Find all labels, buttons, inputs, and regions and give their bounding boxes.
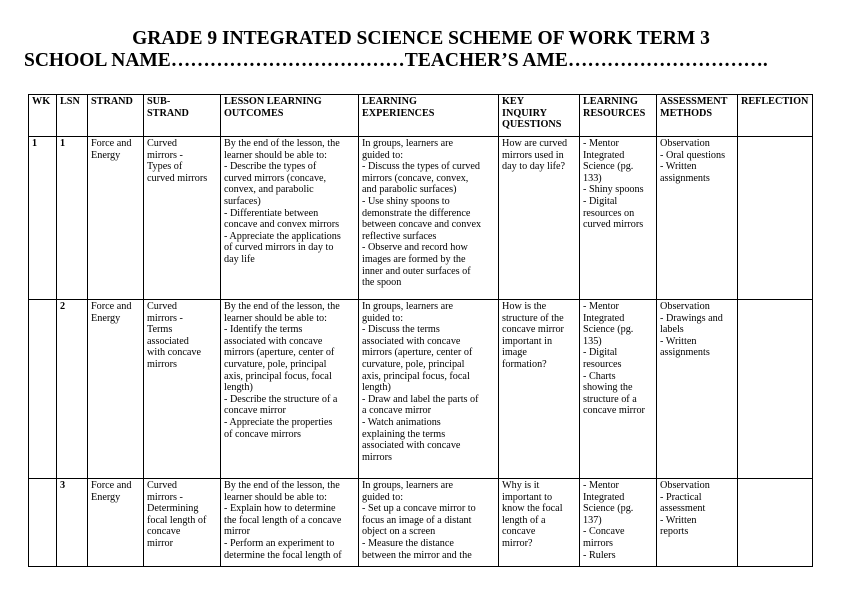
cell-text-line: Observation [660,301,710,312]
cell-text-line: demonstrate the difference [362,207,471,219]
cell-text-line: - Drawings and [660,312,723,324]
cell-outcomes [221,137,359,300]
cell-text-line: mirrors [583,537,613,549]
cell-text-line: How are curved [502,138,568,149]
cell-text-line: KEY [502,96,525,107]
cell-text-line: Force and [91,480,132,491]
cell-text-line: curvature, pole, principal [362,358,465,370]
cell-text-line: learner should be able to: [224,149,327,161]
cell-text-line: concave mirror [583,405,645,417]
cell-text-line: assignments [660,347,710,359]
cell-text-line: images are formed by the [362,253,466,265]
cell-text-line: associated with concave [362,335,461,347]
cell-text-line: surfaces) [224,195,261,207]
cell-text-line: length) [362,382,391,394]
cell-text-line: METHODS [660,107,713,119]
cell-text-line: with concave [147,347,202,359]
cell-text-line: mirror [224,526,251,538]
cell-text-line: determine the focal length of [224,549,342,561]
cell-text-line: concave [502,526,536,538]
cell-text-line: How is the [502,301,547,312]
cell-text-line: concave [147,526,181,538]
cell-outcomes [221,300,359,479]
cell-text-line: Science (pg. [583,324,634,336]
cell-text-line: image [502,347,527,359]
cell-text-line: In groups, learners are [362,138,454,149]
cell-text-line: concave mirror [502,324,564,336]
cell-experiences [359,300,499,479]
cell-text-line: 133) [583,172,602,184]
cell-text-line: focal length of [147,514,207,526]
cell-text-line: concave and convex mirrors [224,219,340,231]
cell-text-line: mirrors - [147,312,183,324]
cell-text-line: OUTCOMES [224,107,284,119]
cell-text-line: - Written [660,514,697,526]
cell-text-line: - Appreciate the properties [224,416,333,428]
cell-week [29,479,57,567]
cell-text-line: resources [583,358,622,370]
cell-assessment [657,479,738,567]
cell-text-line: mirrors [147,358,177,370]
cell-text-line: formation? [502,358,547,370]
cell-text-line: between the mirror and the [362,549,472,561]
cell-text-line: learner should be able to: [224,491,327,503]
cell-text-line: - Watch animations [362,416,441,428]
cell-text-line: SUB- [147,96,171,107]
cell-text-line: Curved [147,301,177,312]
cell-resources [580,137,657,300]
cell-text-line: Energy [91,312,121,324]
table-row [29,479,813,567]
table-header-row [29,95,813,137]
table-row [29,300,813,479]
cell-text-line: learner should be able to: [224,312,327,324]
cell-text-line: INQUIRY [502,107,547,119]
cell-text-line: - Appreciate the applications [224,230,341,242]
cell-text-line: a concave mirror [362,405,432,417]
cell-text-line: - Written [660,161,697,173]
cell-text-line: of curved mirrors in day to [224,242,334,254]
cell-text-line: mirrors (aperture, center of [224,347,335,359]
cell-text-line: LEARNING [583,96,638,107]
cell-text-line: associated with concave [362,440,461,452]
cell-text-line: structure of a [583,393,637,405]
cell-text-line: In groups, learners are [362,480,454,491]
cell-text-line: - Identify the terms [224,324,303,336]
cell-text-line: explaining the terms [362,428,446,440]
cell-text-line: - Describe the structure of a [224,393,338,405]
cell-text-line: mirrors used in [502,149,564,161]
cell-inquiry [499,137,580,300]
cell-text-line: - Mentor [583,138,619,149]
header-learning-resources [580,95,657,137]
cell-text-line: axis, principal focus, focal [224,370,332,382]
cell-text-line: curved mirrors [583,219,644,231]
cell-text-line: STRAND [147,107,189,119]
cell-text-line: Observation [660,138,710,149]
cell-text-line: Energy [91,491,121,503]
cell-text-line: Observation [660,480,710,491]
cell-text-line: Science (pg. [583,503,634,515]
cell-text-line: between concave and convex [362,219,482,231]
cell-experiences [359,479,499,567]
cell-text-line: mirrors - [147,491,183,503]
cell-text-line: curvature, pole, principal [224,358,327,370]
cell-text-line: axis, principal focus, focal [362,370,470,382]
cell-text-line: ASSESSMENT [660,96,728,107]
cell-text-line: showing the [583,382,633,394]
cell-text-line: - Written [660,335,697,347]
cell-text-line: QUESTIONS [502,119,562,131]
cell-text-line: know the focal [502,503,563,515]
cell-text-line: - Discuss the types of curved [362,161,480,173]
cell-text-line: reflective surfaces [362,230,437,242]
cell-text-line: concave mirror [224,405,286,417]
cell-text-line: - Measure the distance [362,537,454,549]
cell-text-line: - Charts [583,370,616,382]
cell-text-line: inner and outer surfaces of [362,265,471,277]
cell-reflection [738,479,813,567]
cell-text-line: - Draw and label the parts of [362,393,479,405]
cell-text-line: mirrors [362,451,392,463]
cell-text-line: By the end of the lesson, the [224,301,340,312]
header-learning-experiences [359,95,499,137]
cell-text-line: curved mirrors (concave, [224,172,327,184]
cell-text-line: - Rulers [583,549,616,561]
cell-sub-strand [144,300,221,479]
cell-text-line: - Perform an experiment to [224,537,335,549]
cell-text-line: mirrors - [147,149,183,161]
header-lsn: LSN [57,95,88,137]
cell-text-line: assignments [660,172,710,184]
cell-text-line: of concave mirrors [224,428,301,440]
cell-resources [580,479,657,567]
cell-text-line: EXPERIENCES [362,107,435,119]
cell-text-line: mirror? [502,537,533,549]
cell-text-line: - Differentiate between [224,207,319,219]
cell-sub-strand [144,479,221,567]
cell-text-line: mirrors (aperture, center of [362,347,473,359]
cell-text-line: - Oral questions [660,149,726,161]
cell-text-line: Energy [91,149,121,161]
cell-text-line: reports [660,526,689,538]
scheme-of-work-table [28,94,813,567]
cell-text-line: - Digital [583,347,618,359]
cell-text-line: Determining [147,503,199,515]
header-assessment-methods [657,95,738,137]
table-row [29,137,813,300]
cell-text-line: Integrated [583,312,625,324]
cell-experiences [359,137,499,300]
cell-text-line: length) [224,382,253,394]
cell-text-line: Science (pg. [583,161,634,173]
cell-inquiry [499,300,580,479]
cell-text-line: - Set up a concave mirror to [362,503,476,515]
cell-text-line: - Explain how to determine [224,503,336,515]
cell-text-line: - Practical [660,491,702,503]
cell-text-line: labels [660,324,684,336]
cell-text-line: day life [224,253,255,265]
cell-text-line: - Digital [583,195,618,207]
cell-text-line: By the end of the lesson, the [224,138,340,149]
cell-text-line: associated with concave [224,335,323,347]
cell-resources [580,300,657,479]
cell-strand [88,137,144,300]
cell-inquiry [499,479,580,567]
cell-strand [88,479,144,567]
cell-text-line: convex, and parabolic [224,184,314,196]
cell-assessment [657,300,738,479]
cell-strand [88,300,144,479]
header-sub-strand [144,95,221,137]
cell-reflection [738,300,813,479]
cell-text-line: guided to: [362,312,404,324]
cell-text-line: curved mirrors [147,172,208,184]
cell-text-line: Why is it [502,480,540,491]
cell-text-line: - Observe and record how [362,242,468,254]
cell-text-line: Types of [147,161,183,173]
cell-text-line: 135) [583,335,602,347]
cell-text-line: - Concave [583,526,625,538]
cell-text-line: guided to: [362,491,404,503]
cell-text-line: Integrated [583,149,625,161]
cell-lesson: 2 [57,300,88,479]
cell-text-line: important to [502,491,553,503]
cell-text-line: focus an image of a distant [362,514,472,526]
cell-text-line: LEARNING [362,96,417,107]
cell-text-line: mirror [147,537,174,549]
cell-text-line: associated [147,335,189,347]
cell-text-line: Terms [147,324,173,336]
cell-text-line: Force and [91,138,132,149]
cell-text-line: LESSON LEARNING [224,96,322,107]
cell-text-line: Force and [91,301,132,312]
cell-text-line: - Describe the types of [224,161,317,173]
cell-text-line: guided to: [362,149,404,161]
cell-text-line: Curved [147,138,177,149]
cell-week: 1 [29,137,57,300]
cell-lesson: 1 [57,137,88,300]
cell-text-line: length of a [502,514,546,526]
cell-text-line: the spoon [362,277,402,289]
cell-text-line: RESOURCES [583,107,646,119]
document-title: GRADE 9 INTEGRATED SCIENCE SCHEME OF WORK TERM 3 [132,28,710,49]
cell-assessment [657,137,738,300]
cell-text-line: - Discuss the terms [362,324,440,336]
header-strand: STRAND [88,95,144,137]
cell-text-line: important in [502,335,553,347]
cell-text-line: structure of the [502,312,564,324]
header-wk: WK [29,95,57,137]
cell-text-line: Curved [147,480,177,491]
cell-text-line: - Mentor [583,301,619,312]
cell-text-line: - Use shiny spoons to [362,195,450,207]
cell-text-line: the focal length of a concave [224,514,342,526]
cell-text-line: - Mentor [583,480,619,491]
header-key-inquiry-questions [499,95,580,137]
cell-outcomes [221,479,359,567]
cell-week [29,300,57,479]
cell-text-line: and parabolic surfaces) [362,184,457,196]
header-lesson-outcomes [221,95,359,137]
cell-text-line: - Shiny spoons [583,184,644,196]
cell-text-line: day to day life? [502,161,566,173]
school-teacher-line: SCHOOL NAME………………………………TEACHER’S AME…………………………. [24,50,768,71]
cell-text-line: assessment [660,503,706,515]
cell-sub-strand [144,137,221,300]
cell-text-line: object on a screen [362,526,436,538]
cell-reflection [738,137,813,300]
cell-text-line: By the end of the lesson, the [224,480,340,491]
cell-lesson: 3 [57,479,88,567]
cell-text-line: 137) [583,514,602,526]
cell-text-line: Integrated [583,491,625,503]
header-reflection: REFLECTION [738,95,813,137]
cell-text-line: mirrors (concave, convex, [362,172,469,184]
cell-text-line: resources on [583,207,635,219]
cell-text-line: In groups, learners are [362,301,454,312]
